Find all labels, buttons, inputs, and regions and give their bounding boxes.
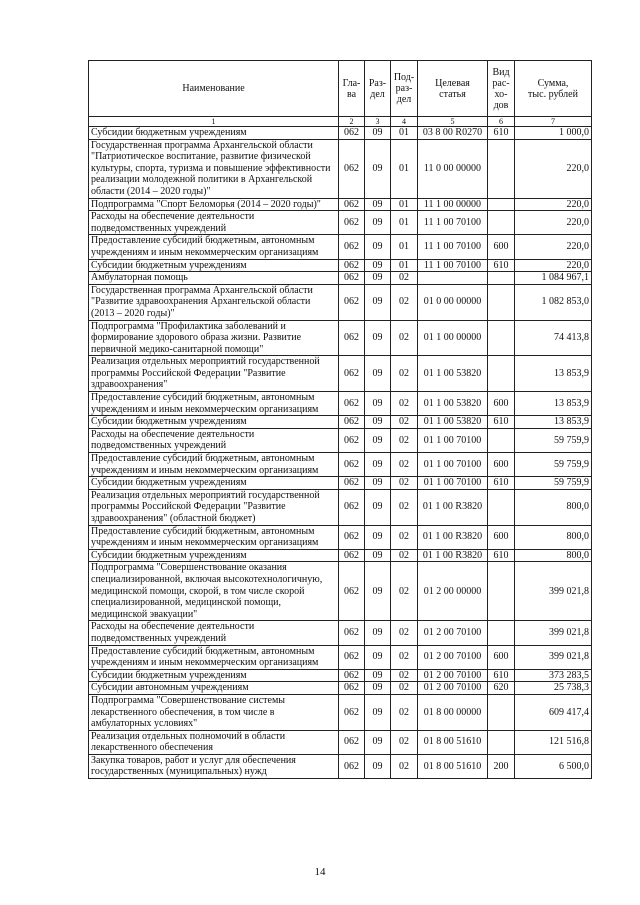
row-glava: 062: [339, 730, 365, 754]
row-podrazdel: 02: [391, 416, 418, 429]
row-summa: 121 516,8: [515, 730, 592, 754]
row-vid-rashodov: 200: [488, 754, 515, 778]
table-row: [89, 694, 592, 730]
row-vid-rashodov: [488, 139, 515, 198]
table-row: [89, 682, 592, 695]
table-row: [89, 525, 592, 549]
row-razdel: 09: [365, 392, 391, 416]
row-summa: 399 021,8: [515, 562, 592, 621]
row-razdel: 09: [365, 562, 391, 621]
row-vid-rashodov: 620: [488, 682, 515, 695]
row-razdel: 09: [365, 525, 391, 549]
table-row: [89, 669, 592, 682]
row-glava: 062: [339, 428, 365, 452]
row-glava: 062: [339, 549, 365, 562]
row-vid-rashodov: [488, 694, 515, 730]
row-summa: 220,0: [515, 235, 592, 259]
header-razdel: [365, 61, 391, 117]
row-summa: 220,0: [515, 198, 592, 211]
row-vid-rashodov: [488, 730, 515, 754]
row-podrazdel: 01: [391, 139, 418, 198]
table-row: [89, 562, 592, 621]
row-glava: 062: [339, 621, 365, 645]
row-razdel: 09: [365, 549, 391, 562]
row-glava: 062: [339, 562, 365, 621]
row-glava: 062: [339, 211, 365, 235]
row-vid-rashodov: 600: [488, 525, 515, 549]
row-glava: 062: [339, 525, 365, 549]
row-podrazdel: 01: [391, 198, 418, 211]
row-razdel: 09: [365, 645, 391, 669]
row-celevaya-statya: 01 0 00 00000: [418, 284, 488, 320]
row-summa: 13 853,9: [515, 416, 592, 429]
row-name: Субсидии бюджетным учреждениям: [89, 669, 339, 682]
row-summa: 609 417,4: [515, 694, 592, 730]
row-celevaya-statya: 03 8 00 R0270: [418, 127, 488, 140]
row-celevaya-statya: 01 2 00 70100: [418, 621, 488, 645]
row-name: Государственная программа Архангельской области "Патриотическое воспитание, развитие физической культуры, спорта, туризма и повышение эффективности реализации молодежной политики в Архангельской области (2014 – 2020 годы)": [89, 139, 339, 198]
row-celevaya-statya: 01 1 00 70100: [418, 428, 488, 452]
table-row: [89, 235, 592, 259]
page-number: 14: [314, 866, 326, 878]
header-glava: [339, 61, 365, 117]
row-summa: 1 082 853,0: [515, 284, 592, 320]
row-name: Субсидии автономным учреждениям: [89, 682, 339, 695]
row-podrazdel: 02: [391, 392, 418, 416]
row-glava: 062: [339, 694, 365, 730]
row-summa: 13 853,9: [515, 392, 592, 416]
row-summa: 800,0: [515, 549, 592, 562]
row-podrazdel: 02: [391, 320, 418, 356]
row-podrazdel: 02: [391, 694, 418, 730]
row-name: Амбулаторная помощь: [89, 272, 339, 285]
header-summa: [515, 61, 592, 117]
column-number: 5: [418, 117, 488, 127]
row-razdel: 09: [365, 211, 391, 235]
row-name: Подпрограмма "Спорт Беломорья (2014 – 2020 годы)": [89, 198, 339, 211]
row-vid-rashodov: 610: [488, 669, 515, 682]
column-number: 6: [488, 117, 515, 127]
header-podrazdel-text: Под- раз- дел: [393, 72, 415, 105]
row-name: Реализация отдельных мероприятий государственной программы Российской Федерации "Развитие здравоохранения": [89, 356, 339, 392]
row-name: Субсидии бюджетным учреждениям: [89, 477, 339, 490]
column-number: 2: [339, 117, 365, 127]
row-celevaya-statya: 01 1 00 70100: [418, 453, 488, 477]
column-number: 4: [391, 117, 418, 127]
row-summa: 220,0: [515, 139, 592, 198]
row-razdel: 09: [365, 754, 391, 778]
row-summa: 13 853,9: [515, 356, 592, 392]
table-row: [89, 621, 592, 645]
row-vid-rashodov: 600: [488, 453, 515, 477]
row-vid-rashodov: [488, 272, 515, 285]
header-celevaya: [418, 61, 488, 117]
row-glava: 062: [339, 259, 365, 272]
column-number: 3: [365, 117, 391, 127]
row-celevaya-statya: 01 1 00 R3820: [418, 489, 488, 525]
table-row: [89, 416, 592, 429]
row-podrazdel: 02: [391, 730, 418, 754]
row-razdel: 09: [365, 127, 391, 140]
row-name: Подпрограмма "Профилактика заболеваний и формирование здорового образа жизни. Развитие первичной медико-санитарной помощи": [89, 320, 339, 356]
table-body: [89, 127, 592, 779]
row-celevaya-statya: 11 1 00 70100: [418, 211, 488, 235]
row-glava: 062: [339, 669, 365, 682]
row-celevaya-statya: 01 8 00 51610: [418, 754, 488, 778]
row-razdel: 09: [365, 284, 391, 320]
row-razdel: 09: [365, 428, 391, 452]
row-glava: 062: [339, 320, 365, 356]
header-summa-text: Сумма, тыс. рублей: [528, 77, 578, 100]
table-row: [89, 754, 592, 778]
row-celevaya-statya: [418, 272, 488, 285]
row-glava: 062: [339, 392, 365, 416]
row-glava: 062: [339, 754, 365, 778]
row-razdel: 09: [365, 682, 391, 695]
row-summa: 59 759,9: [515, 453, 592, 477]
table-row: [89, 198, 592, 211]
row-summa: 6 500,0: [515, 754, 592, 778]
row-summa: 220,0: [515, 211, 592, 235]
row-celevaya-statya: 11 1 00 70100: [418, 235, 488, 259]
row-name: Расходы на обеспечение деятельности подведомственных учреждений: [89, 428, 339, 452]
row-vid-rashodov: 610: [488, 259, 515, 272]
header-celevaya-text: Целевая статья: [435, 77, 470, 100]
row-vid-rashodov: [488, 284, 515, 320]
row-name: Предоставление субсидий бюджетным, автономным учреждениям и иным некоммерческим организациям: [89, 235, 339, 259]
row-razdel: 09: [365, 621, 391, 645]
header-razdel-text: Раз- дел: [368, 77, 387, 100]
header-row: [89, 61, 592, 117]
budget-table: [88, 60, 592, 779]
row-name: Субсидии бюджетным учреждениям: [89, 127, 339, 140]
row-summa: 25 738,3: [515, 682, 592, 695]
table-row: [89, 356, 592, 392]
row-glava: 062: [339, 477, 365, 490]
header-vid-text: Вид рас- хо- дов: [492, 66, 510, 111]
row-vid-rashodov: 610: [488, 416, 515, 429]
row-podrazdel: 02: [391, 754, 418, 778]
row-glava: 062: [339, 453, 365, 477]
row-podrazdel: 02: [391, 645, 418, 669]
row-summa: 220,0: [515, 259, 592, 272]
row-glava: 062: [339, 127, 365, 140]
row-vid-rashodov: 610: [488, 549, 515, 562]
row-name: Субсидии бюджетным учреждениям: [89, 259, 339, 272]
row-vid-rashodov: [488, 428, 515, 452]
row-podrazdel: 02: [391, 621, 418, 645]
row-celevaya-statya: 01 1 00 53820: [418, 416, 488, 429]
row-razdel: 09: [365, 453, 391, 477]
row-celevaya-statya: 01 2 00 70100: [418, 645, 488, 669]
table-row: [89, 428, 592, 452]
row-celevaya-statya: 01 2 00 00000: [418, 562, 488, 621]
table-row: [89, 477, 592, 490]
row-podrazdel: 02: [391, 489, 418, 525]
row-glava: 062: [339, 356, 365, 392]
row-glava: 062: [339, 198, 365, 211]
row-vid-rashodov: [488, 356, 515, 392]
row-summa: 1 084 967,1: [515, 272, 592, 285]
row-razdel: 09: [365, 198, 391, 211]
row-vid-rashodov: [488, 562, 515, 621]
row-summa: 399 021,8: [515, 645, 592, 669]
row-glava: 062: [339, 272, 365, 285]
row-podrazdel: 02: [391, 453, 418, 477]
row-podrazdel: 01: [391, 235, 418, 259]
row-razdel: 09: [365, 669, 391, 682]
row-celevaya-statya: 01 8 00 00000: [418, 694, 488, 730]
table-row: [89, 259, 592, 272]
row-podrazdel: 02: [391, 549, 418, 562]
row-name: Реализация отдельных полномочий в области лекарственного обеспечения: [89, 730, 339, 754]
row-glava: 062: [339, 489, 365, 525]
table-row: [89, 320, 592, 356]
column-number: 1: [89, 117, 339, 127]
row-vid-rashodov: 600: [488, 645, 515, 669]
row-podrazdel: 01: [391, 211, 418, 235]
row-name: Подпрограмма "Совершенствование системы лекарственного обеспечения, в том числе в амбулаторных условиях": [89, 694, 339, 730]
row-summa: 399 021,8: [515, 621, 592, 645]
row-celevaya-statya: 01 1 00 00000: [418, 320, 488, 356]
row-celevaya-statya: 01 1 00 R3820: [418, 525, 488, 549]
row-summa: 74 413,8: [515, 320, 592, 356]
row-name: Предоставление субсидий бюджетным, автономным учреждениям и иным некоммерческим организациям: [89, 525, 339, 549]
row-celevaya-statya: 01 1 00 53820: [418, 392, 488, 416]
row-summa: 800,0: [515, 525, 592, 549]
row-razdel: 09: [365, 272, 391, 285]
header-vid: [488, 61, 515, 117]
row-summa: 59 759,9: [515, 477, 592, 490]
header-podrazdel: [391, 61, 418, 117]
row-name: Субсидии бюджетным учреждениям: [89, 416, 339, 429]
table-row: [89, 453, 592, 477]
table-row: [89, 549, 592, 562]
row-celevaya-statya: 01 1 00 53820: [418, 356, 488, 392]
row-name: Подпрограмма "Совершенствование оказания специализированной, включая высокотехнологичную, медицинской помощи, скорой, в том числе скорой специализированной, медицинской помощи, медицинской эвакуации": [89, 562, 339, 621]
row-celevaya-statya: 11 1 00 00000: [418, 198, 488, 211]
row-name: Закупка товаров, работ и услуг для обеспечения государственных (муниципальных) нужд: [89, 754, 339, 778]
row-podrazdel: 02: [391, 525, 418, 549]
row-razdel: 09: [365, 320, 391, 356]
row-glava: 062: [339, 284, 365, 320]
row-summa: 373 283,5: [515, 669, 592, 682]
row-razdel: 09: [365, 477, 391, 490]
row-summa: 59 759,9: [515, 428, 592, 452]
row-name: Государственная программа Архангельской области "Развитие здравоохранения Архангельской области (2013 – 2020 годы)": [89, 284, 339, 320]
row-vid-rashodov: [488, 320, 515, 356]
row-podrazdel: 02: [391, 562, 418, 621]
column-numbers-row: [89, 117, 592, 127]
row-name: Расходы на обеспечение деятельности подведомственных учреждений: [89, 621, 339, 645]
table-row: [89, 211, 592, 235]
row-name: Расходы на обеспечение деятельности подведомственных учреждений: [89, 211, 339, 235]
header-glava-text: Гла- ва: [342, 77, 361, 100]
row-podrazdel: 02: [391, 682, 418, 695]
table-row: [89, 272, 592, 285]
row-vid-rashodov: [488, 621, 515, 645]
row-name: Субсидии бюджетным учреждениям: [89, 549, 339, 562]
row-podrazdel: 02: [391, 669, 418, 682]
column-number: 7: [515, 117, 592, 127]
row-name: Предоставление субсидий бюджетным, автономным учреждениям и иным некоммерческим организациям: [89, 453, 339, 477]
row-celevaya-statya: 01 1 00 70100: [418, 477, 488, 490]
table-row: [89, 489, 592, 525]
row-name: Реализация отдельных мероприятий государственной программы Российской Федерации "Развитие здравоохранения" (областной бюджет): [89, 489, 339, 525]
row-podrazdel: 01: [391, 127, 418, 140]
row-vid-rashodov: 610: [488, 477, 515, 490]
row-razdel: 09: [365, 139, 391, 198]
row-summa: 1 000,0: [515, 127, 592, 140]
row-celevaya-statya: 01 2 00 70100: [418, 682, 488, 695]
row-celevaya-statya: 01 1 00 R3820: [418, 549, 488, 562]
row-podrazdel: 02: [391, 356, 418, 392]
table-row: [89, 139, 592, 198]
row-name: Предоставление субсидий бюджетным, автономным учреждениям и иным некоммерческим организациям: [89, 645, 339, 669]
row-glava: 062: [339, 682, 365, 695]
row-podrazdel: 01: [391, 259, 418, 272]
row-vid-rashodov: 600: [488, 392, 515, 416]
row-glava: 062: [339, 139, 365, 198]
table-row: [89, 392, 592, 416]
row-razdel: 09: [365, 730, 391, 754]
row-celevaya-statya: 11 1 00 70100: [418, 259, 488, 272]
table-row: [89, 730, 592, 754]
row-razdel: 09: [365, 416, 391, 429]
table-row: [89, 284, 592, 320]
header-name-text: Наименование: [182, 83, 245, 94]
row-podrazdel: 02: [391, 477, 418, 490]
row-name: Предоставление субсидий бюджетным, автономным учреждениям и иным некоммерческим организациям: [89, 392, 339, 416]
row-vid-rashodov: 600: [488, 235, 515, 259]
row-razdel: 09: [365, 259, 391, 272]
table-row: [89, 645, 592, 669]
row-podrazdel: 02: [391, 428, 418, 452]
row-razdel: 09: [365, 694, 391, 730]
row-glava: 062: [339, 235, 365, 259]
row-razdel: 09: [365, 489, 391, 525]
table-row: [89, 127, 592, 140]
row-glava: 062: [339, 416, 365, 429]
row-celevaya-statya: 01 8 00 51610: [418, 730, 488, 754]
row-podrazdel: 02: [391, 284, 418, 320]
row-glava: 062: [339, 645, 365, 669]
row-razdel: 09: [365, 235, 391, 259]
row-podrazdel: 02: [391, 272, 418, 285]
row-vid-rashodov: [488, 489, 515, 525]
row-celevaya-statya: 01 2 00 70100: [418, 669, 488, 682]
row-razdel: 09: [365, 356, 391, 392]
header-name: [89, 61, 339, 117]
row-vid-rashodov: [488, 211, 515, 235]
row-celevaya-statya: 11 0 00 00000: [418, 139, 488, 198]
row-summa: 800,0: [515, 489, 592, 525]
row-vid-rashodov: [488, 198, 515, 211]
row-vid-rashodov: 610: [488, 127, 515, 140]
